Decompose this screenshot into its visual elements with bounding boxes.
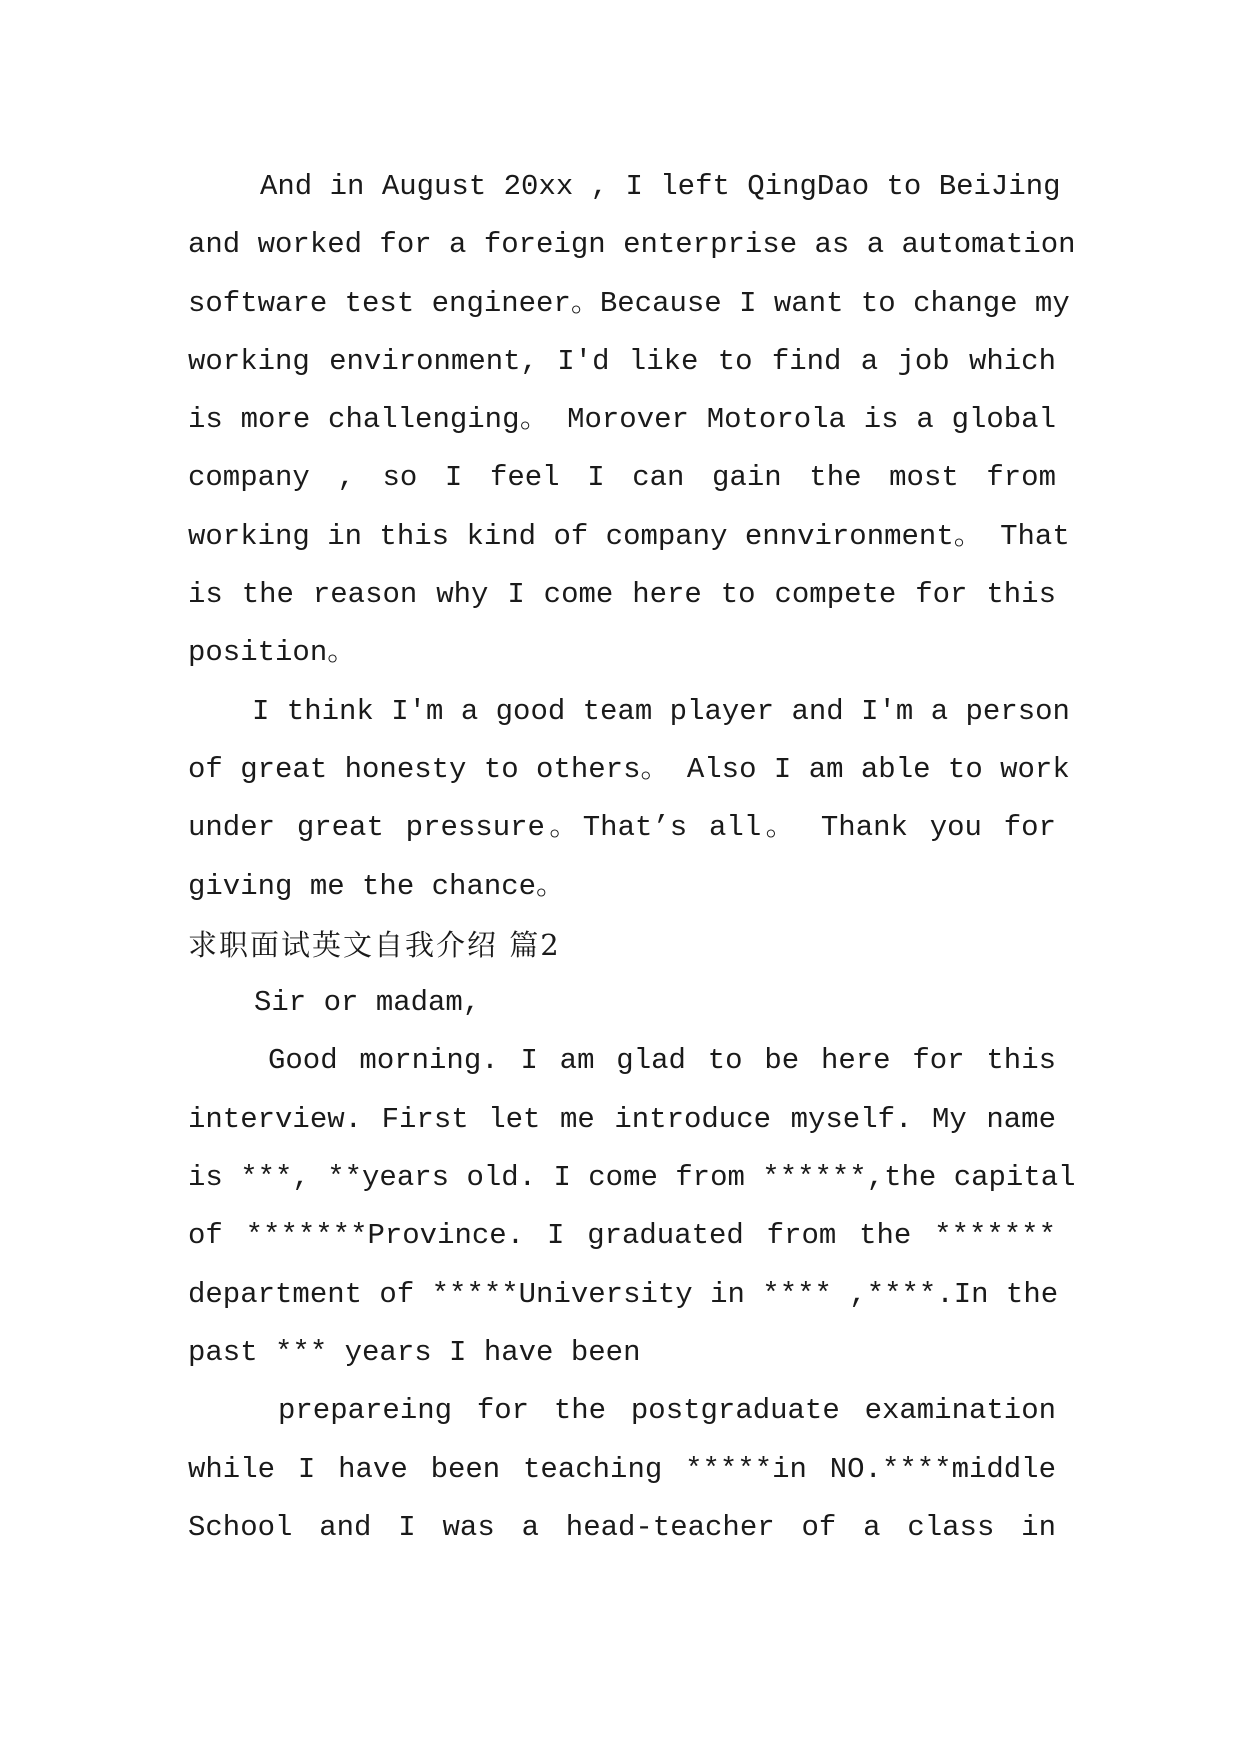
text-line: prepareing for the postgraduate examination xyxy=(278,1394,1056,1428)
text-line: Good morning. I am glad to be here for this xyxy=(268,1044,1056,1078)
text-line: is ***, **years old. I come from ******,the capital xyxy=(188,1161,1076,1195)
text-line: School and I was a head-teacher of a class in xyxy=(188,1510,1056,1544)
document-body xyxy=(188,158,1076,1557)
text-line: interview. First let me introduce myself. My name xyxy=(188,1102,1056,1136)
text-line: under great pressure。That’s all。 Thank you for xyxy=(188,811,1056,845)
text-line: I think I'm a good team player and I'm a person xyxy=(252,694,1070,728)
paragraph-team-player xyxy=(188,683,1070,916)
text-line: working environment, I'd like to find a job which xyxy=(188,344,1056,378)
text-line: position。 xyxy=(188,636,357,670)
text-line: and worked for a foreign enterprise as a automation xyxy=(188,228,1076,262)
paragraph-continuation xyxy=(188,1382,1056,1557)
paragraph-motorola xyxy=(188,158,1076,683)
text-line: while I have been teaching *****in NO.****middle xyxy=(188,1452,1056,1486)
text-line: working in this kind of company ennvironment。 That xyxy=(188,519,1070,553)
greeting: Sir or madam, xyxy=(254,986,481,1020)
section-heading: 求职面试英文自我介绍 篇2 xyxy=(188,927,561,962)
text-line: past *** years I have been xyxy=(188,1335,641,1369)
text-line: of great honesty to others。 Also I am able to work xyxy=(188,752,1070,786)
text-line: company , so I feel I can gain the most from xyxy=(188,461,1056,495)
text-line: is more challenging。 Morover Motorola is a global xyxy=(188,403,1056,437)
text-line: software test engineer。Because I want to change my xyxy=(188,286,1070,320)
text-line: giving me the chance。 xyxy=(188,869,566,903)
text-line: department of *****University in **** ,****.In the xyxy=(188,1277,1059,1311)
text-line: And in August 20xx , I left QingDao to BeiJing xyxy=(260,170,1061,203)
text-line: is the reason why I come here to compete for this xyxy=(188,578,1056,612)
paragraph-intro xyxy=(188,1032,1076,1382)
text-line: of *******Province. I graduated from the ******* xyxy=(188,1219,1056,1253)
